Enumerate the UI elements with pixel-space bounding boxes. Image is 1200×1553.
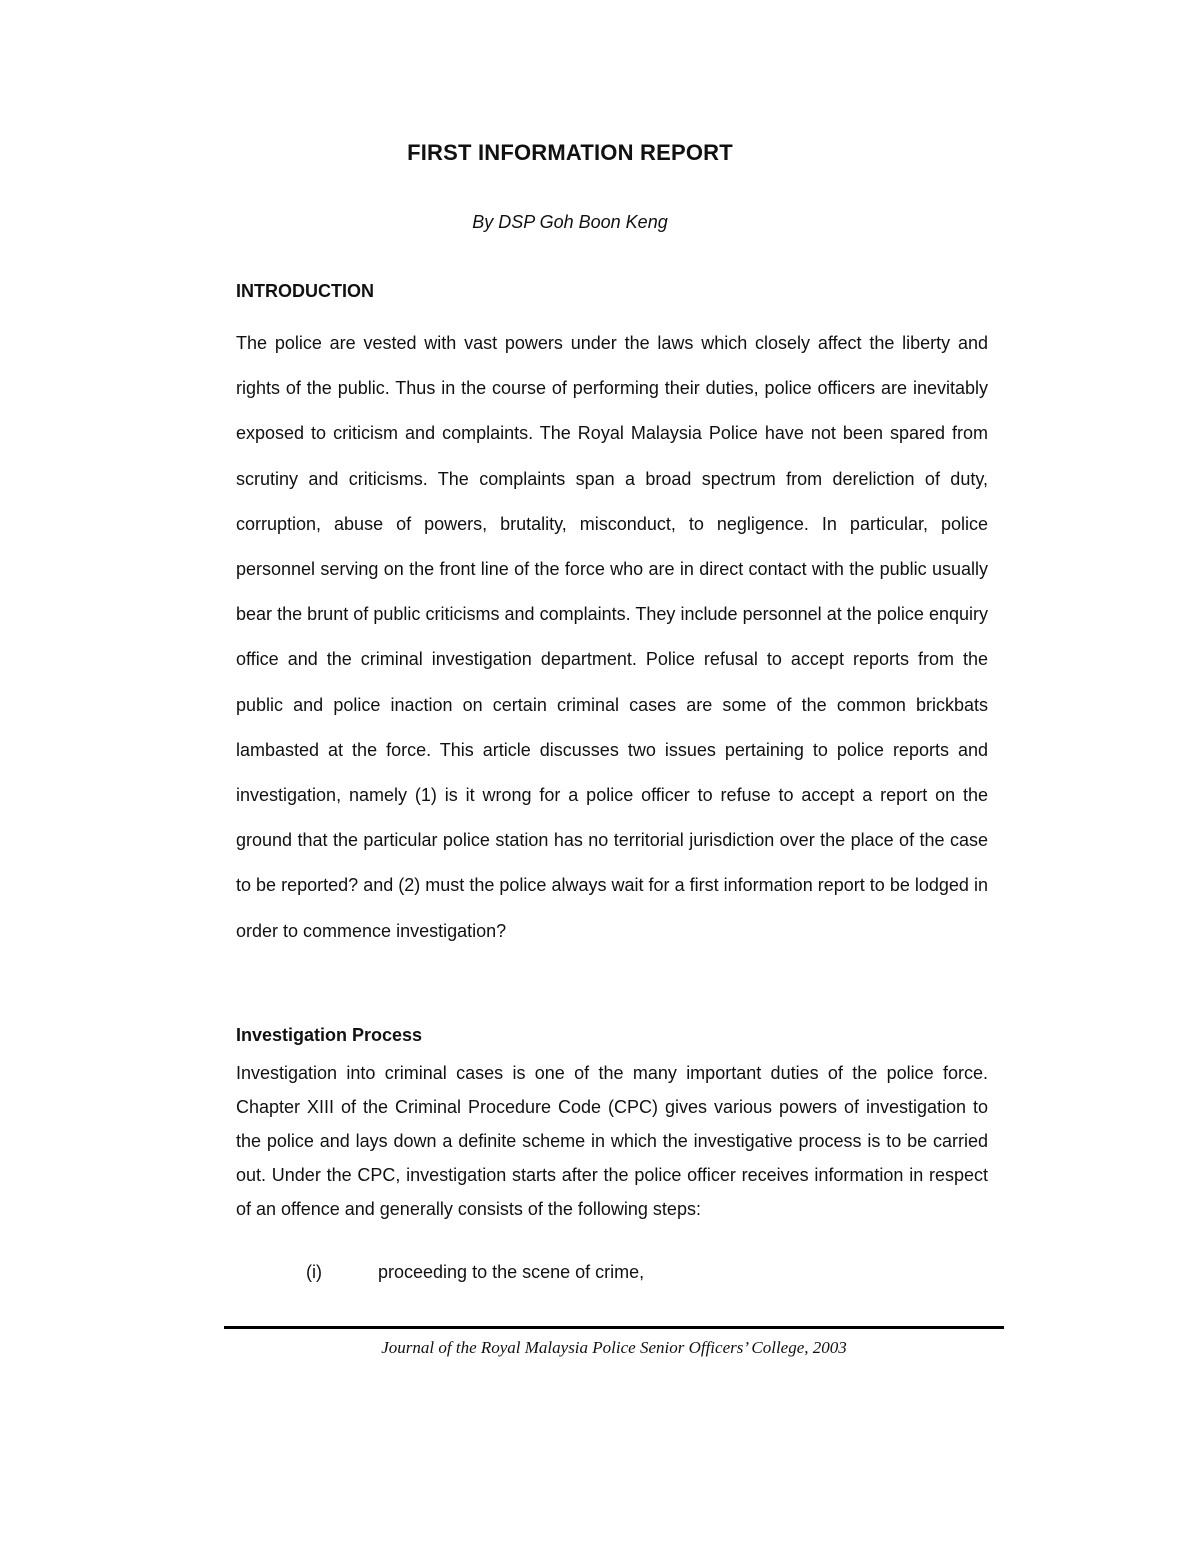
list-item	[306, 1262, 644, 1283]
footer-citation: Journal of the Royal Malaysia Police Senior Officers’ College, 2003	[381, 1338, 847, 1357]
footer-divider	[224, 1326, 1004, 1329]
author-byline: By DSP Goh Boon Keng	[472, 212, 668, 232]
list-item-text: proceeding to the scene of crime,	[378, 1262, 645, 1282]
introduction-paragraph: The police are vested with vast powers under the laws which closely affect the liberty and rights of the public. Thus in the course of performing their duties, police officers are inevitably exposed to criticism and complaints. The Royal Malaysia Police have not been spared from scrutiny and criticisms. The complaints span a broad spectrum from dereliction of duty, corruption, abuse of powers, brutality, misconduct, to negligence. In particular, police personnel serving on the front line of the force who are in direct contact with the public usually bear the brunt of public criticisms and complaints. They include personnel at the police enquiry office and the criminal investigation department. Police refusal to accept reports from the public and police inaction on certain criminal cases are some of the common brickbats lambasted at the force. This article discusses two issues pertaining to police reports and investigation, namely (1) is it wrong for a police officer to refuse to accept a report on the ground that the particular police station has no territorial jurisdiction over the place of the case to be reported? and (2) must the police always wait for a first information report to be lodged in order to commence investigation?	[236, 333, 988, 941]
document-title: FIRST INFORMATION REPORT	[407, 140, 733, 165]
list-item-number: (i)	[306, 1262, 322, 1282]
investigation-process-heading: Investigation Process	[236, 1025, 423, 1045]
investigation-process-paragraph: Investigation into criminal cases is one of the many important duties of the police force. Chapter XIII of the Criminal Procedure Code (CPC) gives various powers of investigation to the police and lays down a definite scheme in which the investigative process is to be carried out. Under the CPC, investigation starts after the police officer receives information in respect of an offence and generally consists of the following steps:	[236, 1063, 988, 1219]
introduction-heading: INTRODUCTION	[236, 281, 374, 301]
